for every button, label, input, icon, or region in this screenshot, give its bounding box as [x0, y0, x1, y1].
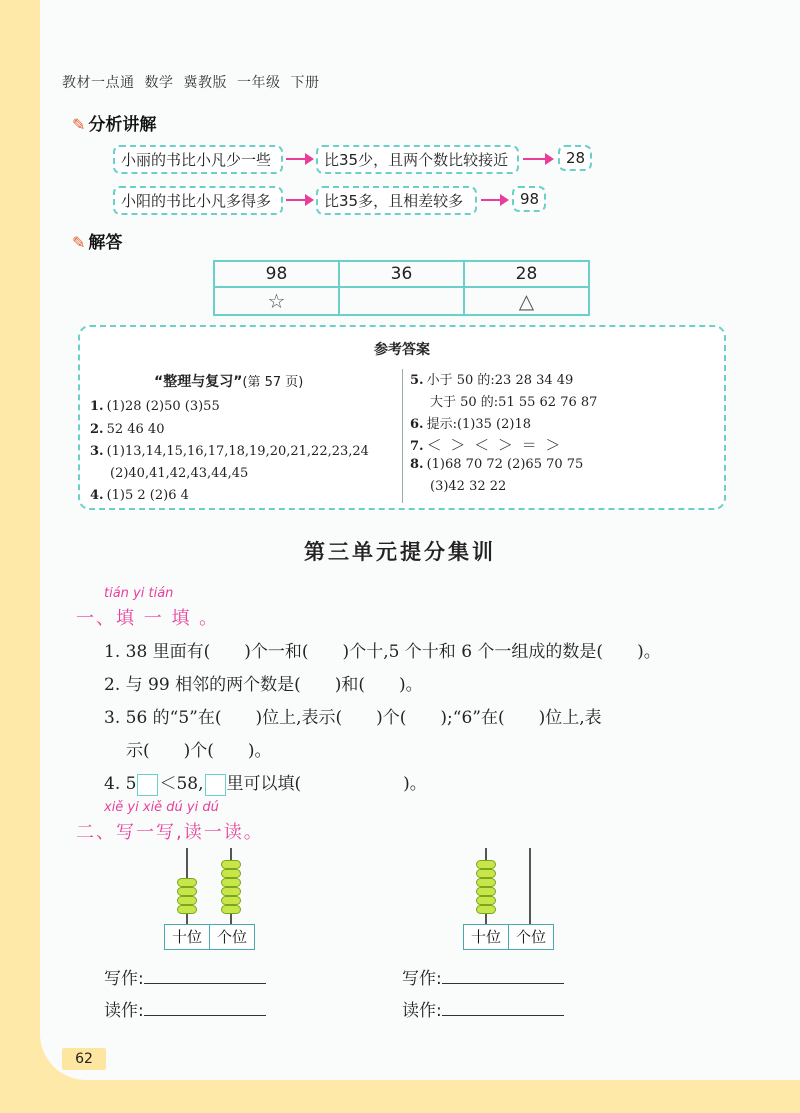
part2-heading: 二、写一写,读一读。: [76, 822, 264, 843]
place-ones-label: 个位: [508, 925, 553, 949]
bead: [221, 887, 241, 896]
analysis-row2-meaning: 比35多，且相差较多: [316, 186, 477, 215]
pencil-icon: ✎: [72, 115, 86, 134]
bead: [177, 887, 197, 896]
answer-text: 大于 50 的:51 55 62 76 87: [430, 395, 598, 410]
analysis-title-text: 分析讲解: [88, 115, 157, 135]
bead: [476, 878, 496, 887]
answer-section-title: [72, 228, 122, 253]
arrow-icon: [286, 158, 312, 160]
answer-number: 5.: [410, 373, 424, 388]
rod-ones: [529, 848, 531, 924]
answer-blank[interactable]: [442, 969, 564, 984]
reference-answer-line: [90, 444, 369, 459]
bead: [476, 896, 496, 905]
read-line-left: [104, 996, 266, 1021]
analysis-section-title: [72, 110, 156, 135]
header-subject: 数学: [144, 75, 174, 91]
answer-cell: [339, 287, 464, 315]
unit-title: 第三单元提分集训: [304, 540, 496, 564]
bead: [476, 860, 496, 869]
column-divider: [402, 369, 403, 503]
reference-answers-title: 参考答案: [374, 342, 430, 358]
reference-answer-line: [430, 479, 506, 494]
place-value-table: [463, 924, 554, 950]
answer-text: 提示:(1)35 (2)18: [426, 417, 532, 432]
answer-number: 7.: [410, 439, 424, 454]
write-label: 写作:: [402, 969, 442, 989]
arrow-icon: [523, 158, 552, 160]
answer-text: (1)28 (2)50 (3)55: [106, 399, 220, 414]
bead: [221, 896, 241, 905]
answer-text: (3)42 32 22: [430, 479, 507, 494]
answer-blank[interactable]: [144, 1001, 266, 1016]
reference-heading-text: “整理与复习”: [154, 374, 243, 390]
answer-cell: 36: [339, 261, 464, 287]
bead: [221, 869, 241, 878]
read-line-right: [402, 996, 564, 1021]
analysis-row1-condition: 小丽的书比小凡少一些: [113, 145, 283, 174]
running-header: [62, 72, 330, 92]
question-3: 3. 56 的“5”在( )位上,表示( )个( );“6”在( )位上,表: [104, 708, 602, 728]
blank-box[interactable]: [137, 774, 158, 796]
place-tens-label: 十位: [470, 928, 501, 946]
abacus-right: [463, 848, 553, 952]
analysis-row2-condition: 小阳的书比小凡多得多: [113, 186, 283, 215]
answer-number: 4.: [90, 488, 104, 503]
reference-answer-line: [410, 434, 562, 455]
question-4-prefix: 4. 5: [104, 774, 137, 794]
place-ones-label: 个位: [209, 925, 254, 949]
reference-answer-line: [410, 369, 573, 388]
place-tens-label: 十位: [171, 928, 202, 946]
bead: [221, 878, 241, 887]
answer-text: 小于 50 的:23 28 34 49: [426, 373, 574, 388]
question-4-middle: ＜58,: [159, 774, 204, 794]
header-volume: 下册: [290, 75, 320, 91]
write-line-right: [402, 964, 564, 989]
answer-text: (1)13,14,15,16,17,18,19,20,21,22,23,24: [106, 444, 369, 459]
question-4-suffix: 里可以填( )。: [226, 774, 427, 794]
header-grade: 一年级: [237, 75, 281, 91]
answer-text: (2)40,41,42,43,44,45: [110, 466, 249, 481]
reference-answers-box: [78, 325, 726, 510]
reference-answer-line: [110, 466, 248, 481]
part1-heading: 一、填 一 填 。: [76, 608, 220, 629]
arrow-icon: [481, 199, 507, 201]
bead: [221, 860, 241, 869]
answer-title-text: 解答: [88, 233, 123, 253]
read-label: 读作:: [104, 1001, 144, 1021]
reference-answer-line: [90, 422, 164, 437]
part1-pinyin: tián yi tián: [104, 586, 174, 601]
answer-number: 6.: [410, 417, 424, 432]
reference-answer-line: [90, 488, 189, 503]
answer-number: 8.: [410, 457, 424, 472]
write-line-left: [104, 964, 266, 989]
bead: [476, 887, 496, 896]
answer-table: [213, 260, 590, 316]
star-icon: ☆: [214, 287, 339, 315]
pencil-icon: ✎: [72, 233, 86, 252]
reference-answer-line: [410, 457, 583, 472]
answer-number: 3.: [90, 444, 104, 459]
page-number: 62: [62, 1048, 106, 1070]
reference-answer-line: [410, 413, 531, 432]
answer-blank[interactable]: [144, 969, 266, 984]
analysis-row2-result: 98: [512, 186, 546, 212]
bead: [476, 869, 496, 878]
answer-cell: 98: [214, 261, 339, 287]
reference-answer-line: [430, 391, 597, 410]
bead: [476, 905, 496, 914]
answer-cell: 28: [464, 261, 589, 287]
reference-answer-line: [90, 399, 220, 414]
bead: [177, 878, 197, 887]
question-2: 2. 与 99 相邻的两个数是( )和( )。: [104, 675, 423, 695]
analysis-row1-meaning: 比35少，且两个数比较接近: [316, 145, 519, 174]
question-3-continued: 示( )个( )。: [126, 741, 272, 761]
triangle-icon: △: [464, 287, 589, 315]
answer-number: 2.: [90, 422, 104, 437]
bead: [221, 905, 241, 914]
question-1: 1. 38 里面有( )个一和( )个十,5 个十和 6 个一组成的数是( )。: [104, 642, 661, 662]
reference-left-heading: [154, 371, 303, 391]
answer-text: (1)5 2 (2)6 4: [106, 488, 189, 503]
header-book: 教材一点通: [62, 75, 135, 91]
reference-heading-page: (第 57 页): [242, 375, 304, 390]
write-label: 写作:: [104, 969, 144, 989]
analysis-row1-result: 28: [558, 145, 592, 171]
header-edition: 冀教版: [183, 75, 227, 91]
answer-text: 52 46 40: [106, 422, 165, 437]
answer-text: ＜ ＞ ＜ ＞ ＝ ＞: [426, 436, 563, 454]
blank-box[interactable]: [205, 774, 226, 796]
answer-number: 1.: [90, 399, 104, 414]
answer-blank[interactable]: [442, 1001, 564, 1016]
question-4: [104, 769, 427, 796]
bead: [177, 905, 197, 914]
bead: [177, 896, 197, 905]
abacus-left: [164, 848, 254, 952]
place-value-table: [164, 924, 255, 950]
answer-text: (1)68 70 72 (2)65 70 75: [426, 457, 584, 472]
arrow-icon: [286, 199, 312, 201]
read-label: 读作:: [402, 1001, 442, 1021]
part2-pinyin: xiě yi xiě dú yi dú: [104, 800, 219, 815]
